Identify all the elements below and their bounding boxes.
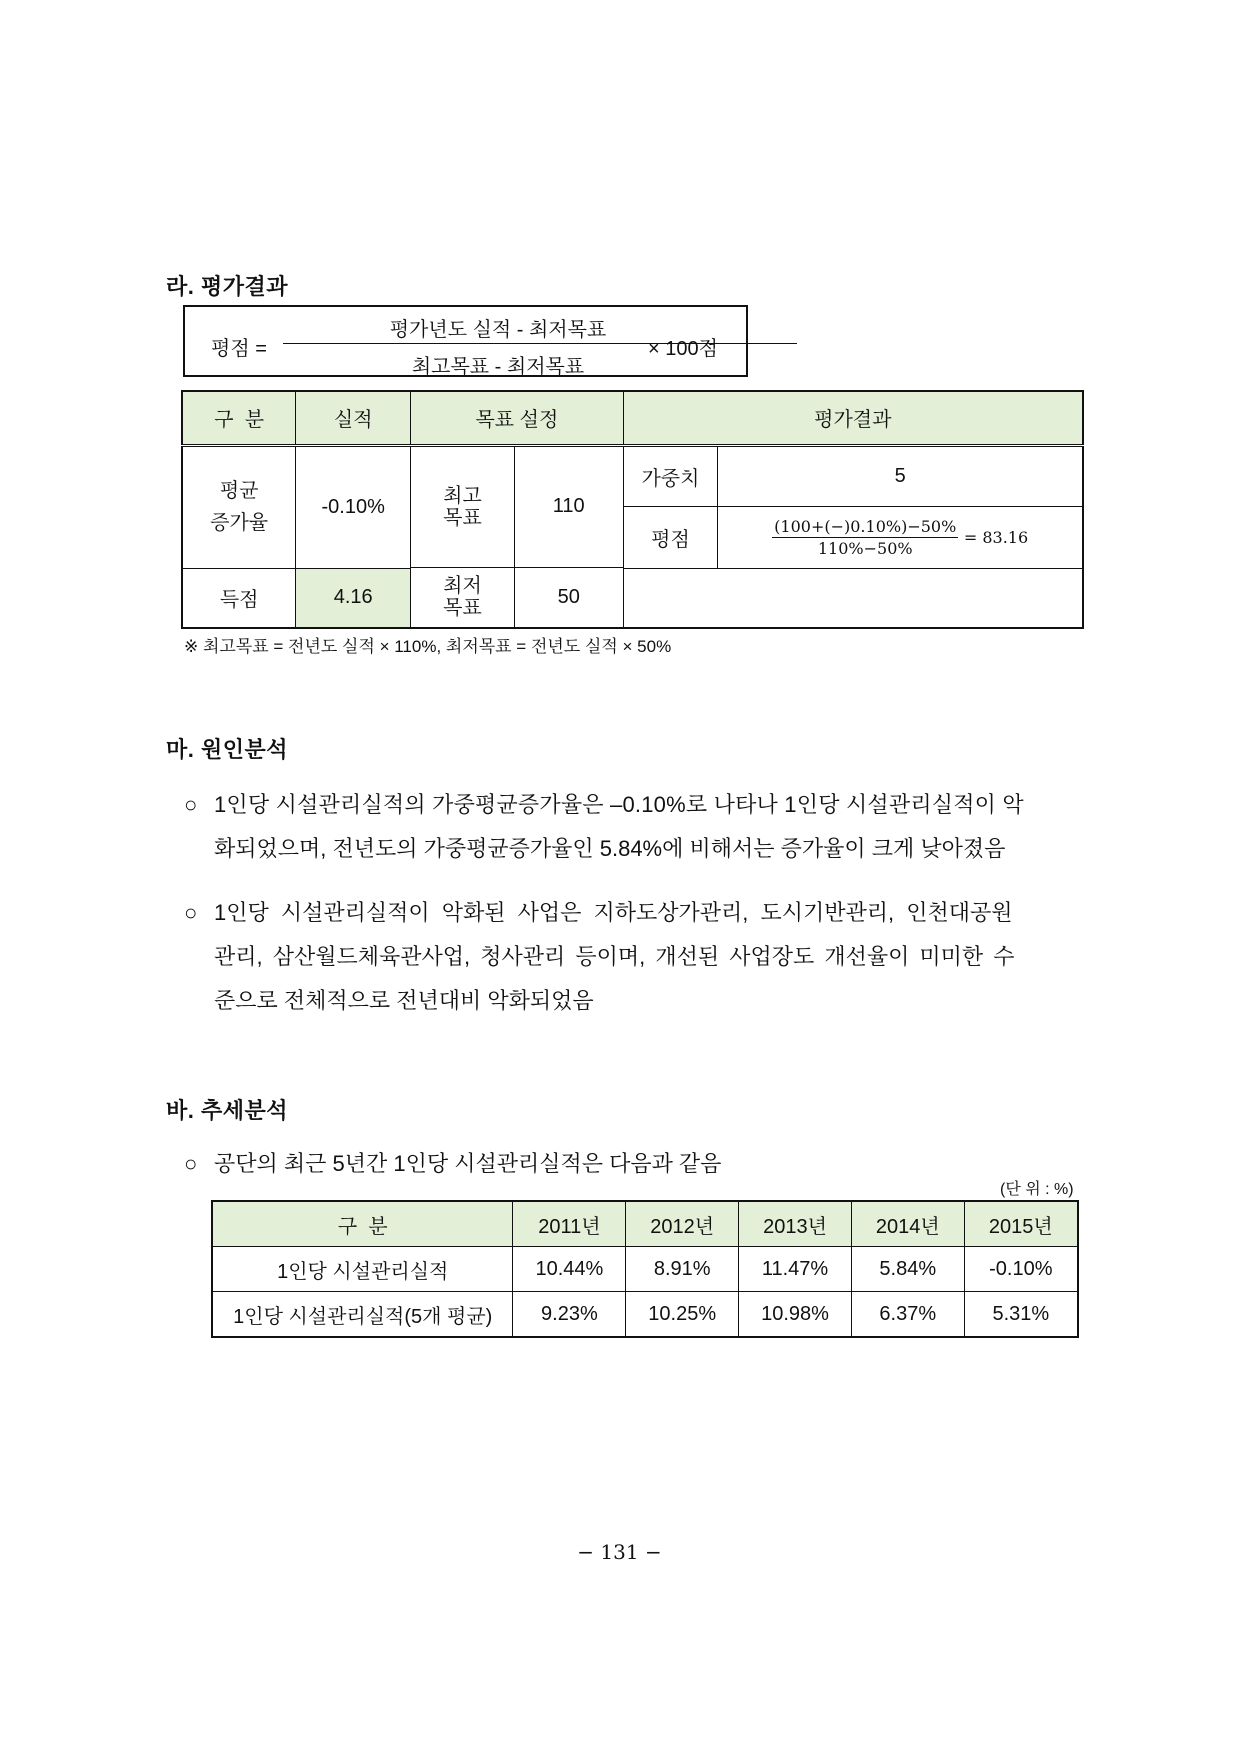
trend-bullet-text: 공단의 최근 5년간 1인당 시설관리실적은 다음과 같음 xyxy=(214,1151,722,1176)
target-note: ※ 최고목표 = 전년도 실적 × 110%, 최저목표 = 전년도 실적 × 50% xyxy=(184,637,672,656)
trend-header-2013: 2013년 xyxy=(739,1201,852,1247)
trend-cell: 5.31% xyxy=(964,1292,1078,1338)
cause-bullet-2-line-2: 관리, 삼산월드체육관사업, 청사관리 등이며, 개선된 사업장도 개선율이 미미한 수 xyxy=(214,944,1015,969)
trend-bullet xyxy=(184,1142,1084,1186)
cause-bullet-1 xyxy=(184,783,1084,871)
formula-numerator: 평가년도 실적 - 최저목표 xyxy=(389,319,607,341)
cause-bullet-2-line-1: 1인당 시설관리실적이 악화된 사업은 지하도상가관리, 도시기반관리, 인천대공원 xyxy=(214,900,1013,925)
score-fraction xyxy=(772,517,958,558)
page-number: − 131 − xyxy=(577,1540,662,1564)
trend-cell: 10.98% xyxy=(739,1292,852,1338)
formula-fraction-line xyxy=(283,343,797,344)
formula-label: 평점 = xyxy=(211,338,267,360)
actual-cell: -0.10% xyxy=(296,445,411,568)
table-row xyxy=(182,445,1083,506)
weight-value: 5 xyxy=(718,445,1083,506)
score-numerator: (100+(−)0.10%)−50% xyxy=(774,516,957,536)
section-title-cause-analysis: 마. 원인분석 xyxy=(166,737,288,762)
bullet-marker: ○ xyxy=(184,792,198,817)
trend-header-2014: 2014년 xyxy=(851,1201,964,1247)
category-line-1: 평균 xyxy=(219,480,259,502)
trend-cell: 5.84% xyxy=(851,1247,964,1292)
trend-cell: 10.25% xyxy=(626,1292,739,1338)
trend-header-2015: 2015년 xyxy=(964,1201,1078,1247)
header-category: 구 분 xyxy=(182,391,296,445)
target-min-value: 50 xyxy=(514,567,623,628)
trend-cell: 6.37% xyxy=(851,1292,964,1338)
formula-box xyxy=(183,305,748,377)
header-actual: 실적 xyxy=(296,391,411,445)
formula-multiplier: × 100점 xyxy=(648,338,718,360)
target-max-label: 최고 목표 xyxy=(411,445,515,567)
score-label: 평점 xyxy=(623,506,718,568)
table-header-row xyxy=(182,391,1083,445)
table-header-row xyxy=(212,1201,1078,1247)
unit-label: (단 위 : %) xyxy=(1000,1181,1074,1198)
formula-denominator: 최고목표 - 최저목표 xyxy=(411,356,585,378)
cause-bullet-1-line-1: 1인당 시설관리실적의 가중평균증가율은 –0.10%로 나타나 1인당 시설관리실적이 악 xyxy=(214,792,1024,817)
section-title-evaluation: 라. 평가결과 xyxy=(166,274,288,299)
trend-cell: 10.44% xyxy=(513,1247,626,1292)
score-denominator: 110%−50% xyxy=(817,538,913,558)
trend-row-label: 1인당 시설관리실적(5개 평균) xyxy=(212,1292,513,1338)
bullet-marker: ○ xyxy=(184,1151,198,1176)
trend-header-2012: 2012년 xyxy=(626,1201,739,1247)
target-max-value: 110 xyxy=(514,445,623,567)
score-formula-cell xyxy=(718,506,1083,568)
trend-header-category: 구 분 xyxy=(212,1201,513,1247)
trend-cell: 8.91% xyxy=(626,1247,739,1292)
header-result: 평가결과 xyxy=(623,391,1083,445)
table-row xyxy=(212,1247,1078,1292)
evaluation-table xyxy=(181,390,1084,629)
weight-label: 가중치 xyxy=(623,445,718,506)
cause-bullet-2 xyxy=(184,891,1084,1023)
trend-row-label: 1인당 시설관리실적 xyxy=(212,1247,513,1292)
trend-header-2011: 2011년 xyxy=(513,1201,626,1247)
section-title-trend-analysis: 바. 추세분석 xyxy=(166,1098,288,1123)
table-row xyxy=(182,568,1083,628)
target-min-label: 최저 목표 xyxy=(411,567,515,628)
trend-cell: -0.10% xyxy=(964,1247,1078,1292)
cause-bullet-1-line-2: 화되었으며, 전년도의 가중평균증가율인 5.84%에 비해서는 증가율이 크게 낮아졌음 xyxy=(214,836,1006,861)
trend-table xyxy=(211,1200,1079,1338)
bullet-marker: ○ xyxy=(184,900,198,925)
trend-cell: 11.47% xyxy=(739,1247,852,1292)
points-value: 4.16 xyxy=(296,568,411,628)
category-line-2: 증가율 xyxy=(210,512,269,534)
points-label: 득점 xyxy=(182,568,296,628)
category-cell xyxy=(182,445,296,568)
table-row xyxy=(212,1292,1078,1338)
cause-bullet-2-line-3: 준으로 전체적으로 전년대비 악화되었음 xyxy=(214,988,594,1013)
score-result: = 83.16 xyxy=(963,527,1029,547)
trend-cell: 9.23% xyxy=(513,1292,626,1338)
header-target: 목표 설정 xyxy=(411,391,623,445)
